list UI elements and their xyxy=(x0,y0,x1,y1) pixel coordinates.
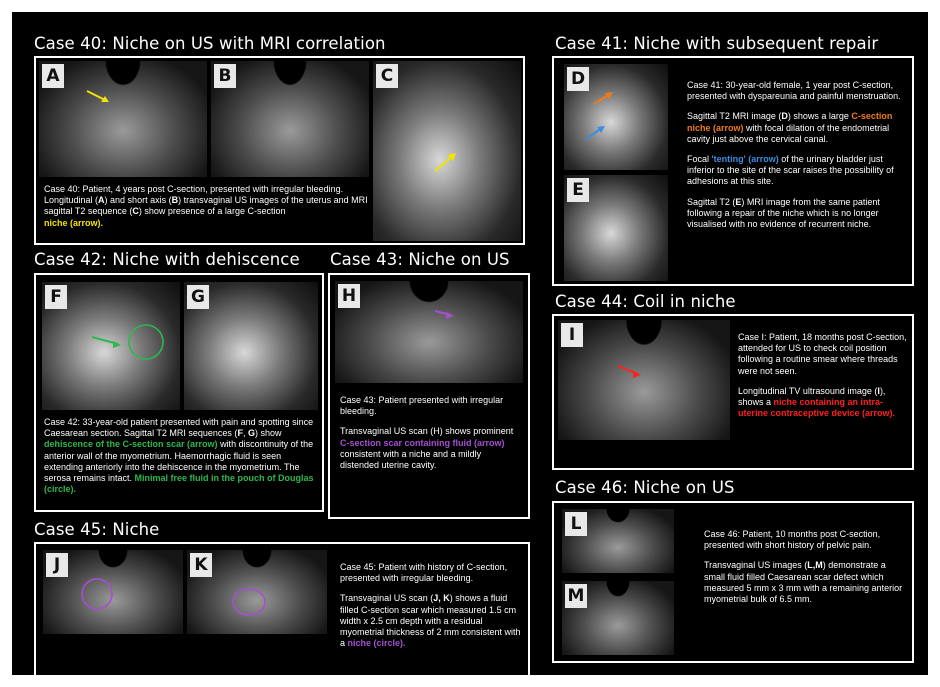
case44-image-i xyxy=(558,320,730,440)
caption-text: Transvaginal US scan ( xyxy=(340,593,434,604)
caption-text: Case 40: Patient, 4 years post C-section, presented with irregular bleeding. Longitudinal ( xyxy=(44,184,344,206)
caption-text: Longitudinal TV ultrasound image ( xyxy=(738,385,878,396)
image-label-c: C xyxy=(376,64,398,88)
caption-ref: E xyxy=(735,196,742,207)
caption-highlight: niche (arrow). xyxy=(44,217,104,228)
caption-ref: B xyxy=(171,195,179,206)
case41-caption xyxy=(687,80,907,239)
caption-text: consistent with a niche and a mildly distended uterine cavity. xyxy=(340,448,482,471)
case40-title: Case 40: Niche on US with MRI correlation xyxy=(34,34,386,53)
caption-ref: F xyxy=(237,428,243,439)
caption-text: Sagittal T2 MRI image ( xyxy=(687,111,782,122)
case43-image-h xyxy=(335,281,523,383)
caption-ref: C xyxy=(132,206,139,217)
caption-paragraph xyxy=(687,154,907,188)
image-label-e: E xyxy=(567,178,589,202)
image-label-i: I xyxy=(561,323,583,347)
caption-ref: A xyxy=(98,195,105,206)
caption-highlight: C-section niche (arrow) xyxy=(687,111,893,133)
image-label-l: L xyxy=(565,512,587,536)
case44-panel xyxy=(552,314,914,470)
caption-text: ) shows a large xyxy=(787,111,852,122)
caption-paragraph xyxy=(340,593,524,649)
case46-caption xyxy=(704,529,908,614)
caption-text: ), shows a xyxy=(738,385,886,408)
case44-caption xyxy=(738,332,908,428)
case45-caption xyxy=(340,562,524,658)
image-label-b: B xyxy=(214,64,236,88)
image-label-g: G xyxy=(187,285,209,309)
caption-paragraph xyxy=(687,111,907,145)
image-label-m: M xyxy=(565,584,587,608)
caption-text: , xyxy=(242,428,248,439)
caption-text: ) shows a fluid filled C-section scar which measured 1.5 cm width x 2.5 cm depth with a residual myometrial thickness of 2 mm consistent with a xyxy=(340,593,521,649)
image-label-k: K xyxy=(190,553,212,577)
caption-paragraph: Case 43: Patient presented with irregular bleeding. xyxy=(340,395,504,417)
caption-paragraph xyxy=(704,560,908,605)
caption-text: with focal dilation of the endometrial cavity just above the cervical canal. xyxy=(687,122,890,144)
case42-image-g xyxy=(184,282,318,410)
case45-panel xyxy=(34,542,530,677)
case44-title: Case 44: Coil in niche xyxy=(555,292,736,311)
caption-text: ) show presence of a large C-section xyxy=(138,206,286,217)
caption-text: Transvaginal US scan (H) shows prominent xyxy=(340,426,514,437)
caption-text: with discontinuity of the anterior wall of the myometrium. Haemorrhagic fluid is seen extending anteriorly into the dehiscence in the myometrium. The serosa remains intact. xyxy=(44,439,314,484)
case43-title: Case 43: Niche on US xyxy=(330,250,510,269)
case41-image-e xyxy=(564,175,668,281)
caption-highlight: niche (circle). xyxy=(347,638,406,649)
case40-image-b xyxy=(211,61,369,177)
case45-image-k xyxy=(187,550,327,634)
case40-image-a xyxy=(39,61,207,177)
case40-panel xyxy=(34,56,525,245)
image-label-d: D xyxy=(567,67,589,91)
caption-text: ) and short axis ( xyxy=(104,195,172,206)
case46-image-l xyxy=(562,509,674,573)
caption-highlight: 'tenting' (arrow) xyxy=(711,154,779,165)
case41-panel xyxy=(552,56,914,286)
caption-highlight: dehiscence of the C-section scar (arrow) xyxy=(44,439,218,450)
case43-caption xyxy=(340,395,522,480)
case40-image-c xyxy=(373,61,521,241)
case41-title: Case 41: Niche with subsequent repair xyxy=(555,34,879,53)
caption-text: ) demonstrate a small fluid filled Caesarean scar defect which measured 5 mm x 3 mm with a remaining anterior myometrial bulk of 6.5 mm. xyxy=(704,560,903,605)
case41-image-d xyxy=(564,64,668,170)
caption-paragraph xyxy=(738,386,908,420)
caption-ref: J, K xyxy=(433,593,450,604)
caption-text: Transvaginal US images ( xyxy=(704,560,808,571)
case46-title: Case 46: Niche on US xyxy=(555,478,735,497)
caption-paragraph: Case 45: Patient with history of C-section, presented with irregular bleeding. xyxy=(340,562,508,584)
case42-caption xyxy=(44,417,320,495)
caption-text: ) MRI image from the same patient following a repair of the niche which is no longer visualised with no evidence of recurrent niche. xyxy=(687,196,880,230)
caption-paragraph: Case 41: 30-year-old female, 1 year post C-section, presented with dyspareunia and painful menstruation. xyxy=(687,80,901,102)
caption-ref: D xyxy=(781,111,788,122)
caption-highlight: Minimal free fluid in the pouch of Douglas (circle). xyxy=(44,473,314,495)
case42-panel xyxy=(34,273,324,512)
case45-image-j xyxy=(43,550,183,634)
caption-highlight: C-section scar containing fluid (arrow) xyxy=(340,437,505,448)
case46-image-m xyxy=(562,581,674,655)
case40-caption xyxy=(44,184,369,229)
image-label-h: H xyxy=(338,284,360,308)
image-label-a: A xyxy=(42,64,64,88)
caption-text: Focal xyxy=(687,154,712,165)
image-label-f: F xyxy=(45,285,67,309)
caption-text: ) show xyxy=(254,428,282,439)
caption-paragraph xyxy=(340,426,522,471)
caption-paragraph: Case I: Patient, 18 months post C-section, attended for US to check coil position following a routine smear where threads were not seen. xyxy=(738,332,907,376)
poster xyxy=(12,12,928,675)
arrow-icon xyxy=(335,281,523,383)
caption-ref: G xyxy=(247,428,255,439)
caption-text: of the urinary bladder just inferior to the site of the scar raises the possibility of adhesions at this site. xyxy=(687,154,894,187)
case42-image-f xyxy=(42,282,180,410)
caption-paragraph: Case 46: Patient, 10 months post C-section, presented with short history of pelvic pain. xyxy=(704,529,881,551)
caption-text: ) transvaginal US images of the uterus and MRI sagittal T2 sequence ( xyxy=(44,195,368,217)
caption-ref: L,M xyxy=(807,560,823,571)
caption-text: Case 42: 33-year-old patient presented with pain and spotting since Caesarean section. Sagittal T2 MRI sequences ( xyxy=(44,417,314,439)
caption-paragraph xyxy=(687,197,907,231)
caption-ref: I xyxy=(877,385,880,396)
caption-highlight: niche containing an intra-uterine contraceptive device (arrow). xyxy=(738,397,896,419)
case42-title: Case 42: Niche with dehiscence xyxy=(34,250,300,269)
image-label-j: J xyxy=(46,553,68,577)
case46-panel xyxy=(552,501,914,663)
arrow-icon xyxy=(39,61,207,177)
caption-text: Sagittal T2 ( xyxy=(687,196,736,207)
arrow-icon xyxy=(373,61,521,241)
case43-panel xyxy=(328,273,530,519)
arrow-icon xyxy=(558,320,730,440)
case45-title: Case 45: Niche xyxy=(34,520,160,539)
